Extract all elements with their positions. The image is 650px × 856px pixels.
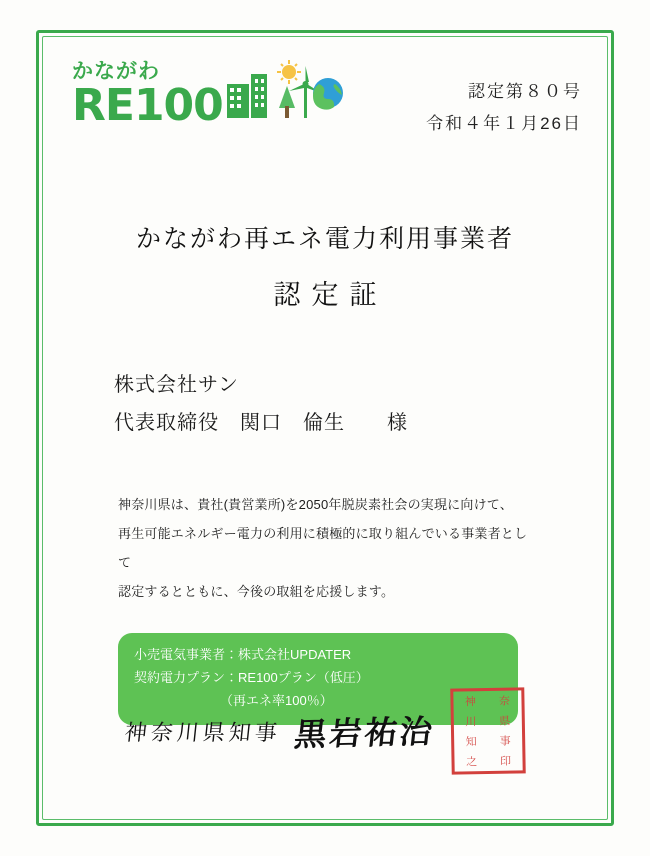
plan-value: RE100プラン（低圧） [238, 669, 369, 685]
official-seal-icon [450, 687, 525, 774]
body-text [118, 490, 538, 607]
governor-name: 黒岩祐治 [292, 712, 438, 754]
certificate-number: 認定第８０号 [468, 82, 582, 101]
sun-icon [277, 60, 301, 84]
retailer-label: 小売電気事業者： [134, 646, 239, 662]
plan-note: （再エネ率100％） [220, 693, 333, 709]
body-line-3: 認定するとともに、今後の取組を応援します。 [118, 584, 395, 600]
logo-text-block [72, 60, 223, 131]
certificate-title-sub: 認定証 [273, 279, 388, 310]
plan-label: 契約電力プラン： [134, 669, 239, 685]
logo-re100-label: RE100 [72, 80, 223, 131]
certificate-header [42, 36, 608, 141]
seal-char-7: 印 [499, 754, 512, 768]
body-line-1: 神奈川県は、貴社(貴営業所)を2050年脱炭素社会の実現に向けて、 [118, 496, 513, 512]
seal-char-6: 之 [465, 754, 478, 768]
tree-icon [279, 86, 295, 118]
seal-char-4: 知 [465, 734, 477, 748]
kanagawa-re100-logo [72, 60, 343, 131]
seal-char-5: 事 [499, 734, 511, 748]
logo-kana-label: かながわ [72, 60, 160, 83]
seal-char-3: 県 [499, 714, 511, 728]
governor-title: 神奈川県知事 [123, 720, 283, 746]
recipient-company: 株式会社サン [114, 373, 239, 396]
seal-char-2: 川 [465, 714, 477, 728]
body-line-2: 再生可能エネルギー電力の利用に積極的に取り組んでいる事業者として [118, 525, 528, 571]
recipient-person: 代表取締役 関口 倫生 様 [114, 411, 408, 434]
logo-illustration [227, 60, 343, 125]
certificate-meta [426, 60, 582, 141]
signature-block [42, 688, 608, 774]
certificate-title-main: かながわ再エネ電力利用事業者 [135, 224, 514, 253]
earth-icon [313, 78, 343, 110]
certificate-content [42, 36, 608, 820]
certificate-date: 令和４年１月26日 [426, 114, 582, 134]
seal-char-1: 奈 [498, 694, 511, 708]
recipient-block [114, 366, 608, 442]
plan-line [134, 666, 502, 689]
retailer-line [134, 643, 502, 666]
seal-char-0: 神 [464, 694, 477, 708]
retailer-value: 株式会社UPDATER [238, 646, 352, 662]
title-area [42, 219, 608, 312]
